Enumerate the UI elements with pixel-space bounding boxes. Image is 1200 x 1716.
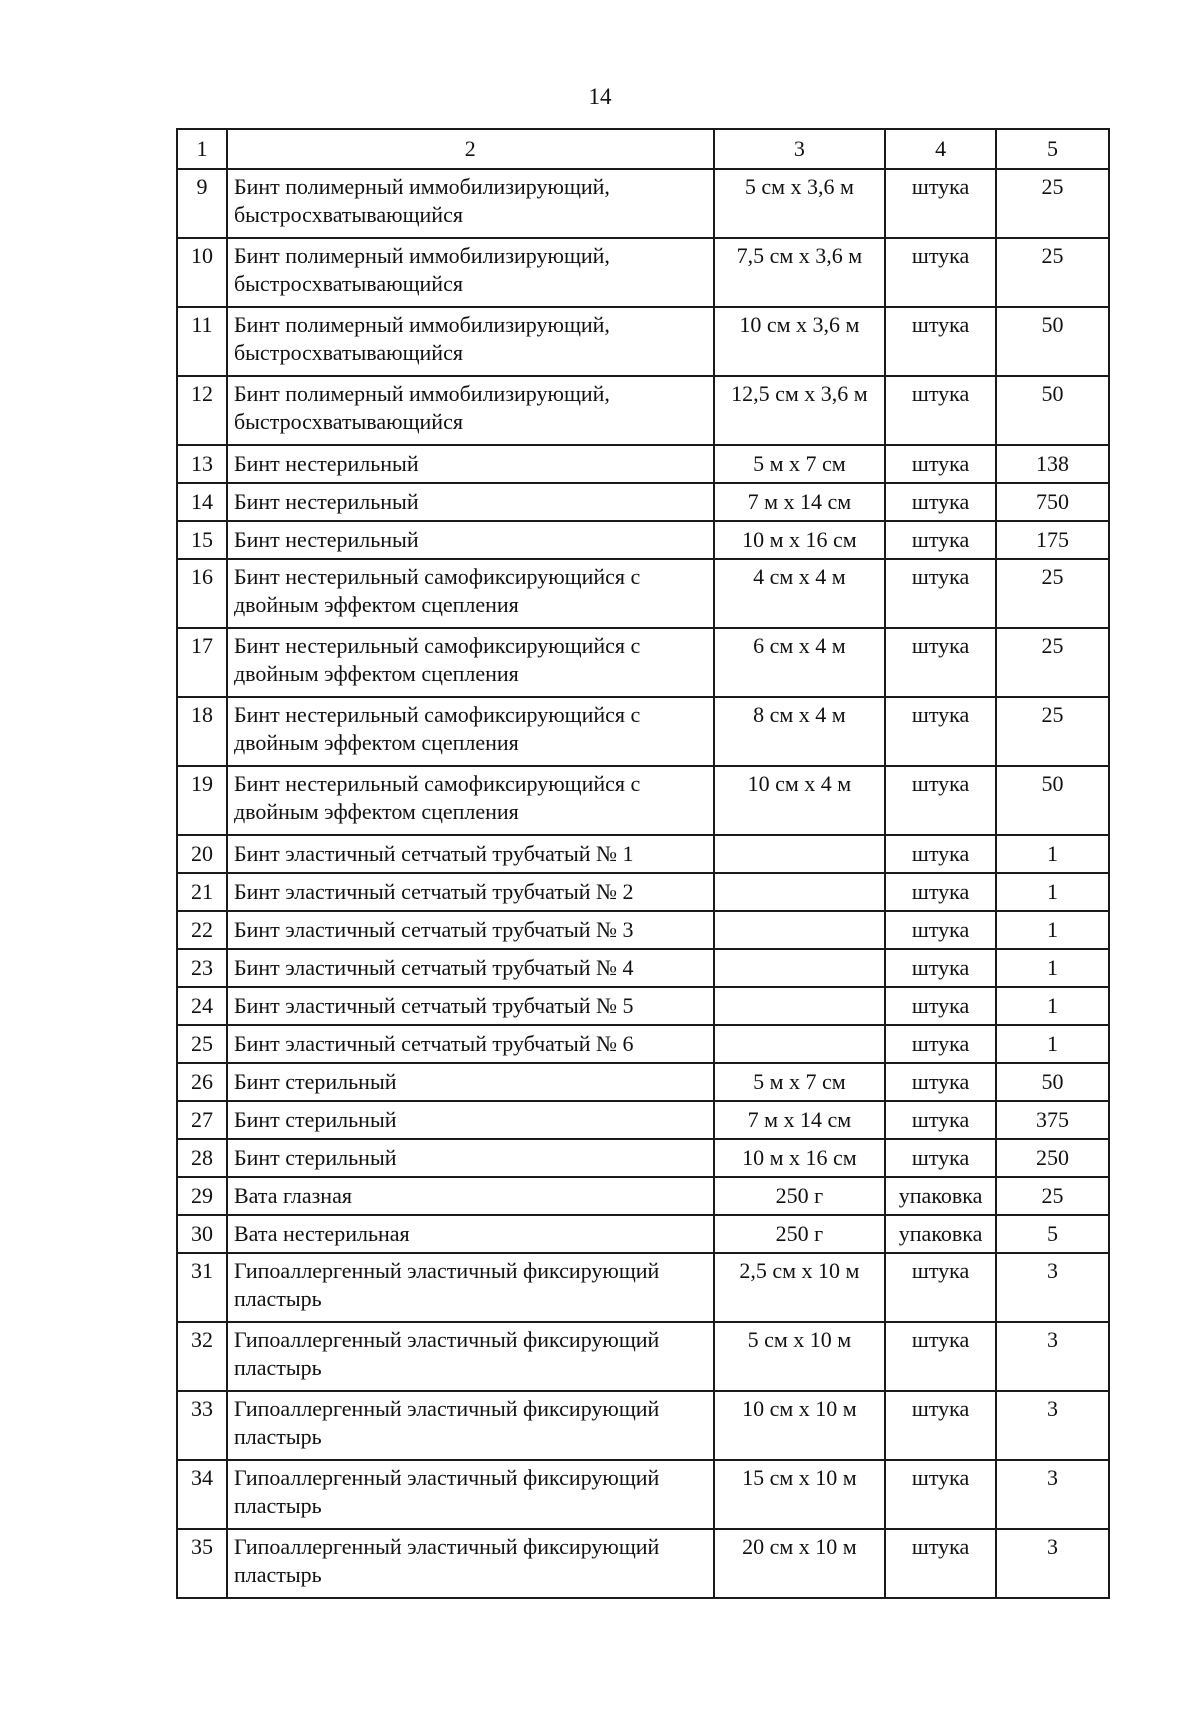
row-number: 10 (177, 238, 227, 307)
row-number: 26 (177, 1063, 227, 1101)
item-name: Бинт стерильный (227, 1063, 714, 1101)
item-unit: штука (885, 1025, 996, 1063)
table-row (177, 559, 1109, 628)
item-unit: штука (885, 1063, 996, 1101)
item-unit: штука (885, 1253, 996, 1322)
item-quantity: 3 (996, 1322, 1109, 1391)
row-number: 32 (177, 1322, 227, 1391)
item-name: Бинт эластичный сетчатый трубчатый № 3 (227, 911, 714, 949)
item-name: Бинт эластичный сетчатый трубчатый № 1 (227, 835, 714, 873)
table-row (177, 1177, 1109, 1215)
table-row (177, 1529, 1109, 1598)
item-size (714, 987, 886, 1025)
item-name: Бинт нестерильный самофиксирующийся с двойным эффектом сцепления (227, 628, 714, 697)
item-unit: штука (885, 628, 996, 697)
table-row (177, 987, 1109, 1025)
item-unit: штука (885, 238, 996, 307)
row-number: 11 (177, 307, 227, 376)
item-unit: штука (885, 307, 996, 376)
item-name: Гипоаллергенный эластичный фиксирующий пластырь (227, 1460, 714, 1529)
table-row (177, 483, 1109, 521)
table-row (177, 628, 1109, 697)
item-name: Бинт нестерильный самофиксирующийся с двойным эффектом сцепления (227, 766, 714, 835)
item-quantity: 1 (996, 949, 1109, 987)
item-name: Бинт нестерильный (227, 483, 714, 521)
item-unit: штука (885, 1460, 996, 1529)
column-number-1: 1 (177, 129, 227, 169)
item-quantity: 25 (996, 1177, 1109, 1215)
item-unit: штука (885, 559, 996, 628)
item-unit: штука (885, 835, 996, 873)
item-unit: штука (885, 949, 996, 987)
item-size: 10 см x 10 м (714, 1391, 886, 1460)
item-quantity: 3 (996, 1391, 1109, 1460)
table-body (177, 129, 1109, 1598)
item-unit: штука (885, 873, 996, 911)
item-unit: штука (885, 1139, 996, 1177)
item-unit: штука (885, 1101, 996, 1139)
item-size (714, 1025, 886, 1063)
table-row (177, 376, 1109, 445)
item-size: 12,5 см x 3,6 м (714, 376, 886, 445)
row-number: 16 (177, 559, 227, 628)
table-row (177, 835, 1109, 873)
item-quantity: 1 (996, 987, 1109, 1025)
item-name: Бинт нестерильный (227, 521, 714, 559)
item-unit: штука (885, 169, 996, 238)
item-size: 5 см x 10 м (714, 1322, 886, 1391)
row-number: 9 (177, 169, 227, 238)
column-number-3: 3 (714, 129, 886, 169)
item-name: Бинт эластичный сетчатый трубчатый № 2 (227, 873, 714, 911)
item-quantity: 375 (996, 1101, 1109, 1139)
item-name: Гипоаллергенный эластичный фиксирующий пластырь (227, 1322, 714, 1391)
item-unit: штука (885, 1529, 996, 1598)
item-name: Гипоаллергенный эластичный фиксирующий пластырь (227, 1253, 714, 1322)
item-quantity: 3 (996, 1460, 1109, 1529)
item-quantity: 250 (996, 1139, 1109, 1177)
item-quantity: 25 (996, 697, 1109, 766)
table-row (177, 169, 1109, 238)
table-row (177, 1025, 1109, 1063)
row-number: 25 (177, 1025, 227, 1063)
row-number: 19 (177, 766, 227, 835)
item-unit: штука (885, 987, 996, 1025)
row-number: 29 (177, 1177, 227, 1215)
item-quantity: 25 (996, 628, 1109, 697)
table-row (177, 1101, 1109, 1139)
row-number: 13 (177, 445, 227, 483)
row-number: 27 (177, 1101, 227, 1139)
item-size: 8 см x 4 м (714, 697, 886, 766)
item-size: 250 г (714, 1177, 886, 1215)
table-row (177, 521, 1109, 559)
item-size: 5 м x 7 см (714, 445, 886, 483)
row-number: 21 (177, 873, 227, 911)
item-size: 20 см x 10 м (714, 1529, 886, 1598)
item-unit: упаковка (885, 1177, 996, 1215)
item-name: Бинт полимерный иммобилизирующий, быстросхватывающийся (227, 376, 714, 445)
column-number-5: 5 (996, 129, 1109, 169)
row-number: 33 (177, 1391, 227, 1460)
item-unit: штука (885, 483, 996, 521)
item-size: 10 м x 16 см (714, 521, 886, 559)
item-quantity: 750 (996, 483, 1109, 521)
item-quantity: 3 (996, 1529, 1109, 1598)
item-quantity: 3 (996, 1253, 1109, 1322)
table-row (177, 1391, 1109, 1460)
row-number: 24 (177, 987, 227, 1025)
item-name: Вата глазная (227, 1177, 714, 1215)
item-name: Бинт полимерный иммобилизирующий, быстросхватывающийся (227, 169, 714, 238)
item-size: 10 см x 4 м (714, 766, 886, 835)
table-row (177, 1253, 1109, 1322)
item-name: Бинт нестерильный самофиксирующийся с двойным эффектом сцепления (227, 559, 714, 628)
item-name: Бинт стерильный (227, 1139, 714, 1177)
item-quantity: 50 (996, 376, 1109, 445)
item-name: Гипоаллергенный эластичный фиксирующий пластырь (227, 1529, 714, 1598)
item-name: Вата нестерильная (227, 1215, 714, 1253)
item-quantity: 138 (996, 445, 1109, 483)
item-unit: штука (885, 1391, 996, 1460)
item-name: Бинт нестерильный (227, 445, 714, 483)
row-number: 23 (177, 949, 227, 987)
item-unit: штука (885, 445, 996, 483)
row-number: 30 (177, 1215, 227, 1253)
item-quantity: 25 (996, 559, 1109, 628)
row-number: 12 (177, 376, 227, 445)
table-row (177, 911, 1109, 949)
table-row (177, 697, 1109, 766)
row-number: 15 (177, 521, 227, 559)
item-unit: штука (885, 911, 996, 949)
item-quantity: 50 (996, 766, 1109, 835)
row-number: 22 (177, 911, 227, 949)
item-name: Бинт полимерный иммобилизирующий, быстросхватывающийся (227, 238, 714, 307)
row-number: 17 (177, 628, 227, 697)
item-unit: штука (885, 521, 996, 559)
item-unit: упаковка (885, 1215, 996, 1253)
item-size: 5 см x 3,6 м (714, 169, 886, 238)
item-name: Гипоаллергенный эластичный фиксирующий пластырь (227, 1391, 714, 1460)
row-number: 28 (177, 1139, 227, 1177)
table-row (177, 949, 1109, 987)
table-row (177, 873, 1109, 911)
page-number: 14 (588, 84, 612, 109)
item-quantity: 50 (996, 1063, 1109, 1101)
item-name: Бинт эластичный сетчатый трубчатый № 5 (227, 987, 714, 1025)
item-quantity: 1 (996, 835, 1109, 873)
item-quantity: 25 (996, 238, 1109, 307)
table-row (177, 766, 1109, 835)
item-name: Бинт эластичный сетчатый трубчатый № 6 (227, 1025, 714, 1063)
item-quantity: 175 (996, 521, 1109, 559)
item-size: 2,5 см x 10 м (714, 1253, 886, 1322)
table-row (177, 307, 1109, 376)
item-size: 250 г (714, 1215, 886, 1253)
item-name: Бинт полимерный иммобилизирующий, быстросхватывающийся (227, 307, 714, 376)
row-number: 20 (177, 835, 227, 873)
row-number: 35 (177, 1529, 227, 1598)
row-number: 18 (177, 697, 227, 766)
item-size (714, 911, 886, 949)
item-quantity: 5 (996, 1215, 1109, 1253)
table-row (177, 1063, 1109, 1101)
table-row (177, 1322, 1109, 1391)
item-unit: штука (885, 766, 996, 835)
row-number: 34 (177, 1460, 227, 1529)
item-size: 4 см x 4 м (714, 559, 886, 628)
item-size: 7,5 см x 3,6 м (714, 238, 886, 307)
item-unit: штука (885, 376, 996, 445)
row-number: 14 (177, 483, 227, 521)
item-quantity: 50 (996, 307, 1109, 376)
item-size: 10 м x 16 см (714, 1139, 886, 1177)
item-size: 7 м x 14 см (714, 1101, 886, 1139)
item-name: Бинт нестерильный самофиксирующийся с двойным эффектом сцепления (227, 697, 714, 766)
table-row (177, 1139, 1109, 1177)
item-name: Бинт стерильный (227, 1101, 714, 1139)
item-size: 7 м x 14 см (714, 483, 886, 521)
table-row (177, 1215, 1109, 1253)
item-quantity: 25 (996, 169, 1109, 238)
table-row (177, 1460, 1109, 1529)
column-number-2: 2 (227, 129, 714, 169)
item-size: 5 м x 7 см (714, 1063, 886, 1101)
item-unit: штука (885, 1322, 996, 1391)
item-quantity: 1 (996, 1025, 1109, 1063)
column-number-row (177, 129, 1109, 169)
item-size (714, 873, 886, 911)
item-size: 15 см x 10 м (714, 1460, 886, 1529)
item-size (714, 949, 886, 987)
item-quantity: 1 (996, 873, 1109, 911)
table-row (177, 445, 1109, 483)
supplies-table (176, 128, 1110, 1599)
item-size: 6 см x 4 м (714, 628, 886, 697)
item-name: Бинт эластичный сетчатый трубчатый № 4 (227, 949, 714, 987)
item-quantity: 1 (996, 911, 1109, 949)
item-size: 10 см x 3,6 м (714, 307, 886, 376)
column-number-4: 4 (885, 129, 996, 169)
row-number: 31 (177, 1253, 227, 1322)
item-unit: штука (885, 697, 996, 766)
item-size (714, 835, 886, 873)
table-row (177, 238, 1109, 307)
